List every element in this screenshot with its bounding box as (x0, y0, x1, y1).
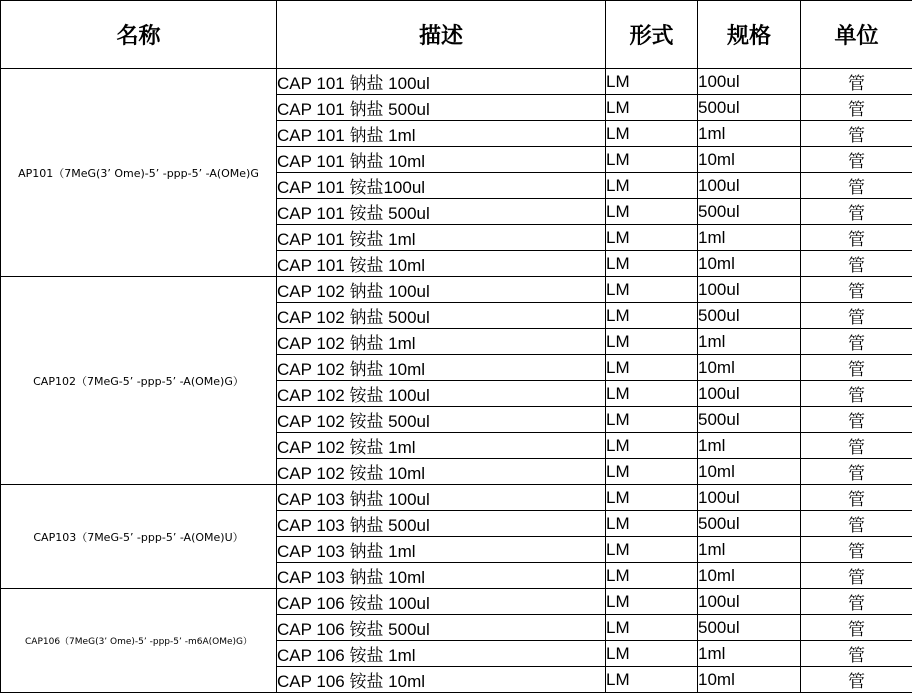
description-cell: CAP 106 铵盐 100ul (277, 589, 606, 615)
form-cell: LM (606, 199, 698, 225)
unit-cell: 管 (801, 641, 912, 667)
description-cell: CAP 101 钠盐 10ml (277, 147, 606, 173)
form-cell: LM (606, 173, 698, 199)
form-cell: LM (606, 121, 698, 147)
form-cell: LM (606, 329, 698, 355)
description-cell: CAP 103 钠盐 1ml (277, 537, 606, 563)
description-cell: CAP 102 钠盐 500ul (277, 303, 606, 329)
spec-cell: 10ml (698, 355, 801, 381)
spec-cell: 100ul (698, 589, 801, 615)
unit-cell: 管 (801, 407, 912, 433)
form-cell: LM (606, 485, 698, 511)
spec-cell: 500ul (698, 95, 801, 121)
spec-cell: 1ml (698, 641, 801, 667)
unit-cell: 管 (801, 459, 912, 485)
description-cell: CAP 101 钠盐 100ul (277, 69, 606, 95)
unit-cell: 管 (801, 199, 912, 225)
spec-cell: 10ml (698, 563, 801, 589)
form-cell: LM (606, 225, 698, 251)
description-cell: CAP 102 铵盐 100ul (277, 381, 606, 407)
form-cell: LM (606, 147, 698, 173)
form-cell: LM (606, 537, 698, 563)
description-cell: CAP 101 铵盐100ul (277, 173, 606, 199)
form-cell: LM (606, 641, 698, 667)
header-row (1, 1, 912, 69)
form-cell: LM (606, 589, 698, 615)
unit-cell: 管 (801, 173, 912, 199)
table-row (1, 589, 912, 615)
spec-cell: 1ml (698, 329, 801, 355)
description-cell: CAP 102 钠盐 1ml (277, 329, 606, 355)
spec-cell: 100ul (698, 381, 801, 407)
form-cell: LM (606, 69, 698, 95)
spec-cell: 500ul (698, 199, 801, 225)
description-cell: CAP 106 铵盐 500ul (277, 615, 606, 641)
spec-cell: 10ml (698, 667, 801, 693)
spec-cell: 10ml (698, 251, 801, 277)
description-cell: CAP 101 铵盐 1ml (277, 225, 606, 251)
description-cell: CAP 102 铵盐 1ml (277, 433, 606, 459)
unit-cell: 管 (801, 355, 912, 381)
form-cell: LM (606, 615, 698, 641)
form-cell: LM (606, 303, 698, 329)
header-spec: 规格 (698, 1, 801, 69)
unit-cell: 管 (801, 381, 912, 407)
product-name-cell: CAP106（7MeG(3’ Ome)-5’ -ppp-5’ -m6A(OMe)G） (1, 589, 277, 693)
description-cell: CAP 102 铵盐 10ml (277, 459, 606, 485)
table-row (1, 69, 912, 95)
form-cell: LM (606, 95, 698, 121)
description-cell: CAP 101 铵盐 10ml (277, 251, 606, 277)
spec-cell: 1ml (698, 121, 801, 147)
form-cell: LM (606, 381, 698, 407)
header-desc: 描述 (277, 1, 606, 69)
unit-cell: 管 (801, 563, 912, 589)
form-cell: LM (606, 277, 698, 303)
unit-cell: 管 (801, 277, 912, 303)
description-cell: CAP 103 钠盐 100ul (277, 485, 606, 511)
form-cell: LM (606, 667, 698, 693)
table-row (1, 485, 912, 511)
unit-cell: 管 (801, 485, 912, 511)
unit-cell: 管 (801, 589, 912, 615)
description-cell: CAP 106 铵盐 1ml (277, 641, 606, 667)
spec-cell: 1ml (698, 433, 801, 459)
product-name-cell: AP101（7MeG(3’ Ome)-5’ -ppp-5’ -A(OMe)G (1, 69, 277, 277)
spec-cell: 10ml (698, 459, 801, 485)
unit-cell: 管 (801, 147, 912, 173)
header-name: 名称 (1, 1, 277, 69)
header-form: 形式 (606, 1, 698, 69)
table-row (1, 277, 912, 303)
description-cell: CAP 102 钠盐 10ml (277, 355, 606, 381)
description-cell: CAP 101 钠盐 1ml (277, 121, 606, 147)
unit-cell: 管 (801, 511, 912, 537)
spec-cell: 100ul (698, 485, 801, 511)
unit-cell: 管 (801, 251, 912, 277)
unit-cell: 管 (801, 95, 912, 121)
form-cell: LM (606, 407, 698, 433)
product-name-cell: CAP103（7MeG-5’ -ppp-5’ -A(OMe)U） (1, 485, 277, 589)
form-cell: LM (606, 251, 698, 277)
form-cell: LM (606, 511, 698, 537)
unit-cell: 管 (801, 69, 912, 95)
spec-cell: 100ul (698, 69, 801, 95)
form-cell: LM (606, 355, 698, 381)
spec-cell: 500ul (698, 407, 801, 433)
form-cell: LM (606, 433, 698, 459)
table-body (1, 69, 912, 693)
unit-cell: 管 (801, 433, 912, 459)
unit-cell: 管 (801, 667, 912, 693)
unit-cell: 管 (801, 615, 912, 641)
product-name-cell: CAP102（7MeG-5’ -ppp-5’ -A(OMe)G） (1, 277, 277, 485)
unit-cell: 管 (801, 121, 912, 147)
form-cell: LM (606, 563, 698, 589)
header-unit: 单位 (801, 1, 912, 69)
description-cell: CAP 101 铵盐 500ul (277, 199, 606, 225)
unit-cell: 管 (801, 329, 912, 355)
spec-cell: 100ul (698, 277, 801, 303)
spec-cell: 1ml (698, 537, 801, 563)
unit-cell: 管 (801, 537, 912, 563)
description-cell: CAP 101 钠盐 500ul (277, 95, 606, 121)
description-cell: CAP 102 钠盐 100ul (277, 277, 606, 303)
spec-cell: 500ul (698, 303, 801, 329)
spec-cell: 500ul (698, 615, 801, 641)
spec-cell: 100ul (698, 173, 801, 199)
spec-cell: 10ml (698, 147, 801, 173)
description-cell: CAP 103 钠盐 10ml (277, 563, 606, 589)
description-cell: CAP 106 铵盐 10ml (277, 667, 606, 693)
unit-cell: 管 (801, 225, 912, 251)
description-cell: CAP 103 钠盐 500ul (277, 511, 606, 537)
description-cell: CAP 102 铵盐 500ul (277, 407, 606, 433)
spec-cell: 1ml (698, 225, 801, 251)
form-cell: LM (606, 459, 698, 485)
spec-cell: 500ul (698, 511, 801, 537)
unit-cell: 管 (801, 303, 912, 329)
